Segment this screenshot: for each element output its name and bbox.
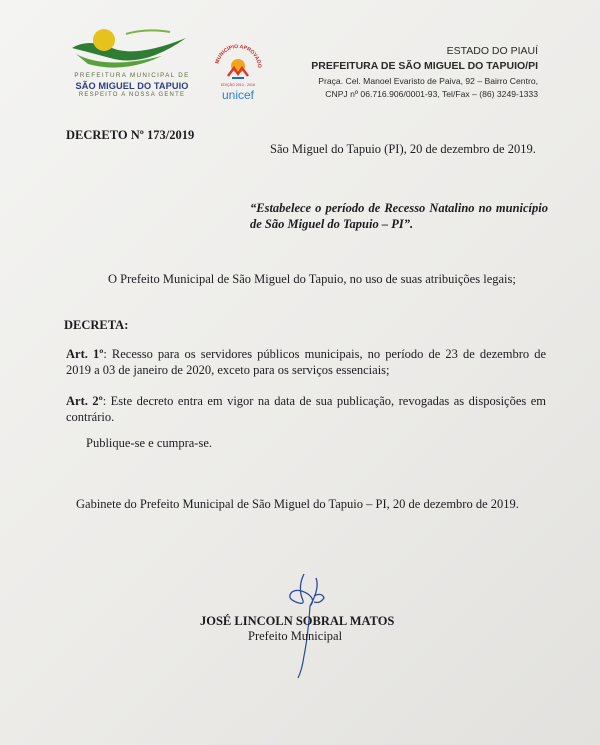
seal-edition: EDIÇÃO 2013 - 2016 [221, 83, 255, 87]
state-name: ESTADO DO PIAUÍ [446, 45, 538, 57]
date-line: São Miguel do Tapuio (PI), 20 de dezembro de 2019. [270, 142, 536, 156]
preamble: O Prefeito Municipal de São Miguel do Tapuio, no uso de suas atribuições legais; [108, 272, 516, 286]
decreta-heading: DECRETA: [64, 318, 129, 332]
prefeitura-name: PREFEITURA DE SÃO MIGUEL DO TAPUIO/PI [311, 60, 538, 72]
unicef-wordmark: unicef [221, 88, 255, 102]
article-1-label: Art. 1º [66, 347, 104, 361]
article-1-text: : Recesso para os servidores públicos municipais, no período de 23 de dezembro de 2019 a 03 de janeiro de 2020, exceto para os serviços essenciais; [66, 347, 546, 377]
ementa: “Estabelece o período de Recesso Natalino no município de São Miguel do Tapuio – PI”. [250, 201, 548, 231]
seal-arc-text: MUNICÍPIO APROVADO [214, 43, 263, 69]
signer-title: Prefeito Municipal [248, 629, 343, 643]
article-2-text: : Este decreto entra em vigor na data de sua publicação, revogadas as disposições em contrário. [66, 394, 546, 424]
prefeitura-logo [66, 26, 198, 104]
gabinete-line: Gabinete do Prefeito Municipal de São Miguel do Tapuio – PI, 20 de dezembro de 2019. [76, 497, 519, 511]
unicef-seal-emblem [210, 42, 266, 88]
letterhead [270, 44, 538, 100]
signer-name: JOSÉ LINCOLN SOBRAL MATOS [200, 614, 395, 628]
logo-line-3: RESPEITO A NOSSA GENTE [78, 92, 186, 98]
prefeitura-logo-emblem [66, 26, 198, 72]
article-1 [66, 346, 546, 378]
article-2 [66, 393, 546, 425]
logo-line-1: PREFEITURA MUNICIPAL DE [74, 72, 190, 79]
article-2-label: Art. 2º [66, 394, 103, 408]
decree-number: DECRETO Nº 173/2019 [66, 128, 195, 142]
contact-info: CNPJ nº 06.716.906/0001-93, Tel/Fax – (86) 3249-1333 [325, 89, 538, 99]
unicef-seal [210, 42, 270, 108]
publique-line: Publique-se e cumpra-se. [86, 436, 213, 450]
logo-line-2: SÃO MIGUEL DO TAPUIO [75, 81, 189, 91]
address: Praça. Cel. Manoel Evaristo de Paiva, 92 – Bairro Centro, [318, 76, 538, 86]
